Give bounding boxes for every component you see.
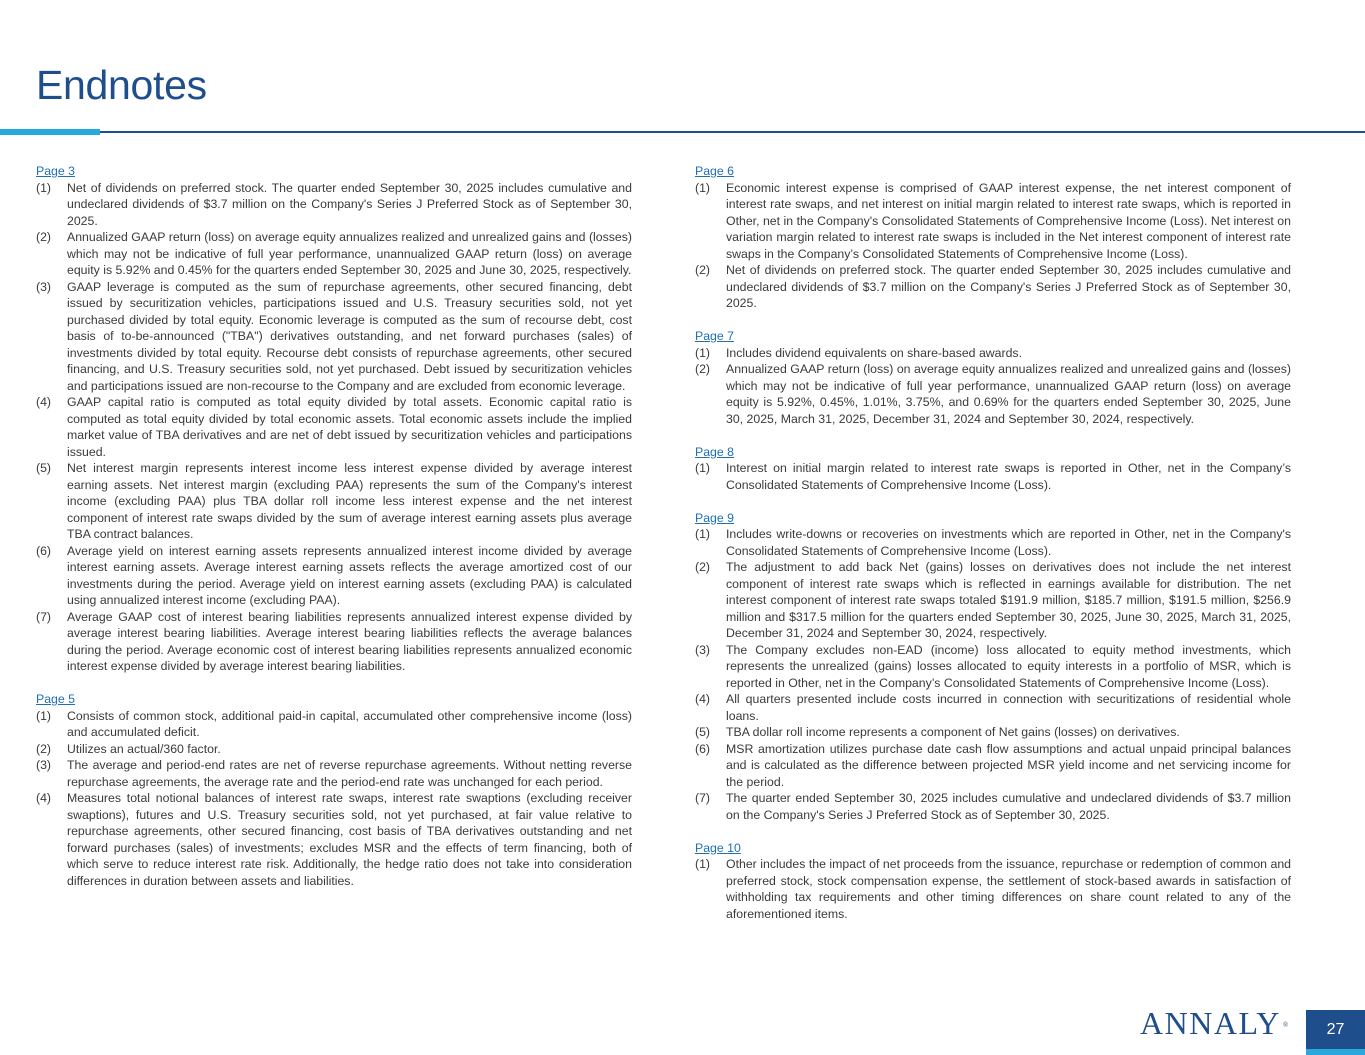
endnote-item	[695, 262, 1291, 312]
endnote-text: TBA dollar roll income represents a component of Net gains (losses) on derivatives.	[726, 725, 1180, 739]
endnote-text: The adjustment to add back Net (gains) losses on derivatives does not include the net interest component of interest rate swaps which is reflected in earnings available for distribution. The net interest component of interest rate swaps totaled $191.9 million, $185.7 million, $191.5 million, $256.9 million and $317.5 million for the quarters ended September 30, 2025, June 30, 2025, March 31, 2025, December 31, 2024 and September 30, 2024, respectively.	[726, 560, 1291, 640]
endnote-item	[695, 345, 1291, 362]
endnote-text: The average and period-end rates are net of reverse repurchase agreements. Without netting reverse repurchase agreements, the average rate and the period-end rate was unchanged for each period.	[67, 758, 632, 789]
endnote-item	[36, 609, 632, 675]
endnote-text: Annualized GAAP return (loss) on average equity annualizes realized and unrealized gains and (losses) which may not be indicative of full year performance, unannualized GAAP return (loss) on average equity is 5.92% and 0.45% for the quarters ended September 30, 2025 and June 30, 2025, respectively.	[67, 230, 632, 277]
endnote-text: Interest on initial margin related to interest rate swaps is reported in Other, net in the Company’s Consolidated Statements of Comprehensive Income (Loss).	[726, 461, 1291, 492]
endnote-item	[695, 559, 1291, 642]
endnote-section	[695, 328, 1291, 427]
endnote-number: (1)	[695, 345, 711, 360]
endnote-list	[695, 856, 1291, 922]
endnote-text: Average yield on interest earning assets represents annualized interest income divided by average interest earning assets. Average interest earning assets reflects the average amortized cost of our investments during the period. Average yield on interest earning assets (excluding PAA) is calculated using annualized interest income (excluding PAA).	[67, 543, 632, 607]
header-accent-bar	[0, 129, 100, 135]
endnote-number: (5)	[36, 461, 52, 475]
endnote-item	[695, 790, 1291, 823]
endnote-number: (4)	[36, 791, 52, 805]
endnote-section	[36, 163, 632, 675]
endnote-number: (2)	[695, 362, 711, 376]
endnote-text: Average GAAP cost of interest bearing liabilities represents annualized interest expense divided by average interest bearing liabilities. Average interest bearing liabilities reflects the average balances during the period. Average economic cost of interest bearing liabilities represents annualized economic interest expense divided by average interest bearing liabilities.	[67, 609, 632, 673]
endnote-item	[36, 741, 632, 758]
endnote-number: (3)	[695, 642, 711, 657]
endnote-number: (2)	[36, 741, 52, 756]
page-reference-link[interactable]: Page 5	[36, 692, 75, 706]
page-reference-link[interactable]: Page 3	[36, 164, 75, 178]
endnote-item	[36, 279, 632, 395]
endnote-list	[695, 526, 1291, 823]
endnote-item	[695, 361, 1291, 427]
endnote-number: (7)	[695, 791, 711, 805]
endnote-list	[695, 460, 1291, 493]
header-divider	[0, 131, 1365, 133]
endnote-item	[36, 229, 632, 279]
endnote-number: (1)	[36, 708, 52, 723]
endnote-item	[695, 691, 1291, 724]
endnote-number: (1)	[36, 180, 52, 195]
endnote-item	[695, 856, 1291, 922]
endnote-text: MSR amortization utilizes purchase date cash flow assumptions and actual unpaid principal balances and is calculated as the difference between projected MSR yield income and net servicing income for the period.	[726, 741, 1291, 789]
endnote-item	[695, 460, 1291, 493]
endnote-item	[36, 543, 632, 609]
endnote-text: Utilizes an actual/360 factor.	[67, 741, 221, 756]
endnote-number: (2)	[36, 230, 52, 244]
endnote-text: Economic interest expense is comprised of GAAP interest expense, the net interest component of interest rate swaps, and net interest on initial margin related to interest rate swaps, which is reported in Other, net in the Company's Consolidated Statements of Comprehensive Income (Loss). Net interest on variation margin related to interest rate swaps is included in the Net interest component of interest rate swaps in the Company’s Consolidated Statements of Comprehensive Income (Loss).	[726, 180, 1291, 261]
page-reference-link[interactable]: Page 10	[695, 840, 741, 855]
page-reference-link[interactable]: Page 6	[695, 164, 734, 178]
endnote-text: GAAP capital ratio is computed as total equity divided by total assets. Economic capital ratio is computed as total equity divided by total economic assets. Total economic assets include the implied market value of TBA derivatives and are net of debt issued by securitization vehicles and participations issued.	[67, 395, 632, 459]
endnote-number: (2)	[695, 263, 711, 277]
page-reference-link[interactable]: Page 7	[695, 329, 734, 343]
endnote-text: GAAP leverage is computed as the sum of repurchase agreements, other secured financing, debt issued by securitization vehicles, participations issued and U.S. Treasury securities sold, not yet purchased divided by total equity. Economic leverage is computed as the sum of recourse debt, cost basis of to-be-announced ("TBA") derivatives outstanding, and net forward purchases (sales) of investments divided by total equity. Recourse debt consists of repurchase agreements, other secured financing, and U.S. Treasury securities sold, not yet purchased. Debt issued by securitization vehicles and participations issued are non-recourse to the Company and are excluded from economic leverage.	[67, 279, 632, 393]
endnote-text: Net of dividends on preferred stock. The quarter ended September 30, 2025 includes cumulative and undeclared dividends of $3.7 million on the Company's Series J Preferred Stock as of September 30, 2025.	[726, 263, 1291, 310]
endnote-list	[36, 180, 632, 675]
endnote-item	[695, 642, 1291, 692]
endnote-number: (1)	[695, 527, 711, 541]
endnotes-left-column	[36, 163, 632, 906]
endnote-number: (1)	[695, 461, 711, 475]
endnote-list	[695, 345, 1291, 428]
endnote-item	[695, 180, 1291, 263]
endnote-list	[36, 708, 632, 890]
endnote-section	[695, 444, 1291, 494]
endnote-item	[36, 460, 632, 543]
endnote-text: The Company excludes non-EAD (income) loss allocated to equity method investments, which represents the unrealized (gains) losses allocated to equity interests in a portfolio of MSR, which is reported in Other, net in the Company’s Consolidated Statements of Comprehensive Income (Loss).	[726, 642, 1291, 690]
endnote-text: Consists of common stock, additional paid-in capital, accumulated other comprehensive income (loss) and accumulated deficit.	[67, 708, 632, 739]
logo-wordmark: ANNALY	[1140, 1005, 1281, 1041]
page-title: Endnotes	[36, 62, 207, 108]
endnote-item	[36, 790, 632, 889]
page-reference-link[interactable]: Page 8	[695, 444, 734, 459]
endnote-text: All quarters presented include costs incurred in connection with securitizations of residential whole loans.	[726, 692, 1291, 723]
page-reference-link[interactable]: Page 9	[695, 510, 734, 525]
annaly-logo	[1140, 1005, 1288, 1041]
endnote-list	[695, 180, 1291, 312]
endnote-number: (4)	[695, 692, 711, 706]
endnote-number: (6)	[695, 741, 711, 756]
endnote-item	[36, 757, 632, 790]
endnote-item	[695, 741, 1291, 791]
page-number: 27	[1326, 1020, 1345, 1038]
endnote-item	[695, 724, 1291, 741]
endnote-section	[36, 691, 632, 889]
endnote-number: (2)	[695, 560, 711, 574]
endnote-number: (1)	[695, 180, 711, 195]
endnote-text: Net of dividends on preferred stock. The quarter ended September 30, 2025 includes cumulative and undeclared dividends of $3.7 million on the Company's Series J Preferred Stock as of September 30, 2025.	[67, 180, 632, 228]
endnote-number: (6)	[36, 543, 52, 558]
endnote-number: (7)	[36, 609, 52, 624]
page-number-badge	[1306, 1010, 1365, 1055]
endnote-text: Net interest margin represents interest income less interest expense divided by average interest earning assets. Net interest margin (excluding PAA) represents the sum of the Company's interest income (excluding PAA) plus TBA dollar roll income less interest expense and the net interest component of interest rate swaps divided by the sum of average interest earning assets plus average TBA contract balances.	[67, 461, 632, 541]
endnote-item	[36, 708, 632, 741]
logo-registered-mark: ®	[1282, 1021, 1289, 1029]
endnote-text: Includes write-downs or recoveries on investments which are reported in Other, net in the Company's Consolidated Statements of Comprehensive Income (Loss).	[726, 527, 1291, 558]
endnote-item	[36, 394, 632, 460]
endnote-section	[695, 510, 1291, 824]
endnotes-right-column	[695, 163, 1291, 939]
endnote-number: (3)	[36, 279, 52, 294]
endnote-item	[36, 180, 632, 230]
endnote-text: Includes dividend equivalents on share-based awards.	[726, 345, 1022, 360]
endnote-number: (1)	[695, 857, 711, 871]
endnote-text: The quarter ended September 30, 2025 includes cumulative and undeclared dividends of $3.7 million on the Company's Series J Preferred Stock as of September 30, 2025.	[726, 791, 1291, 822]
endnote-number: (3)	[36, 758, 52, 772]
endnote-section	[695, 840, 1291, 923]
endnote-text: Annualized GAAP return (loss) on average equity annualizes realized and unrealized gains and (losses) which may not be indicative of full year performance, unannualized GAAP return (loss) on average equity is 5.92%, 0.45%, 1.01%, 3.75%, and 0.69% for the quarters ended September 30, 2025, June 30, 2025, March 31, 2025, December 31, 2024 and September 30, 2024, respectively.	[726, 362, 1291, 426]
endnote-text: Other includes the impact of net proceeds from the issuance, repurchase or redemption of common and preferred stock, stock compensation expense, the settlement of stock-based awards in satisfaction of withholding tax requirements and other timing differences on share count related to any of the aforementioned items.	[726, 857, 1291, 921]
endnote-section	[695, 163, 1291, 312]
endnote-text: Measures total notional balances of interest rate swaps, interest rate swaptions (excluding receiver swaptions), futures and U.S. Treasury securities sold, not yet purchased, at fair value relative to repurchase agreements, other secured financing, cost basis of TBA derivatives outstanding and net forward purchases (sales) of investments; excludes MSR and the effects of term financing, both of which serve to reduce interest rate risk. Additionally, the hedge ratio does not take into consideration differences in duration between assets and liabilities.	[67, 791, 632, 888]
endnote-number: (4)	[36, 395, 52, 409]
endnote-item	[695, 526, 1291, 559]
endnote-number: (5)	[695, 725, 711, 739]
